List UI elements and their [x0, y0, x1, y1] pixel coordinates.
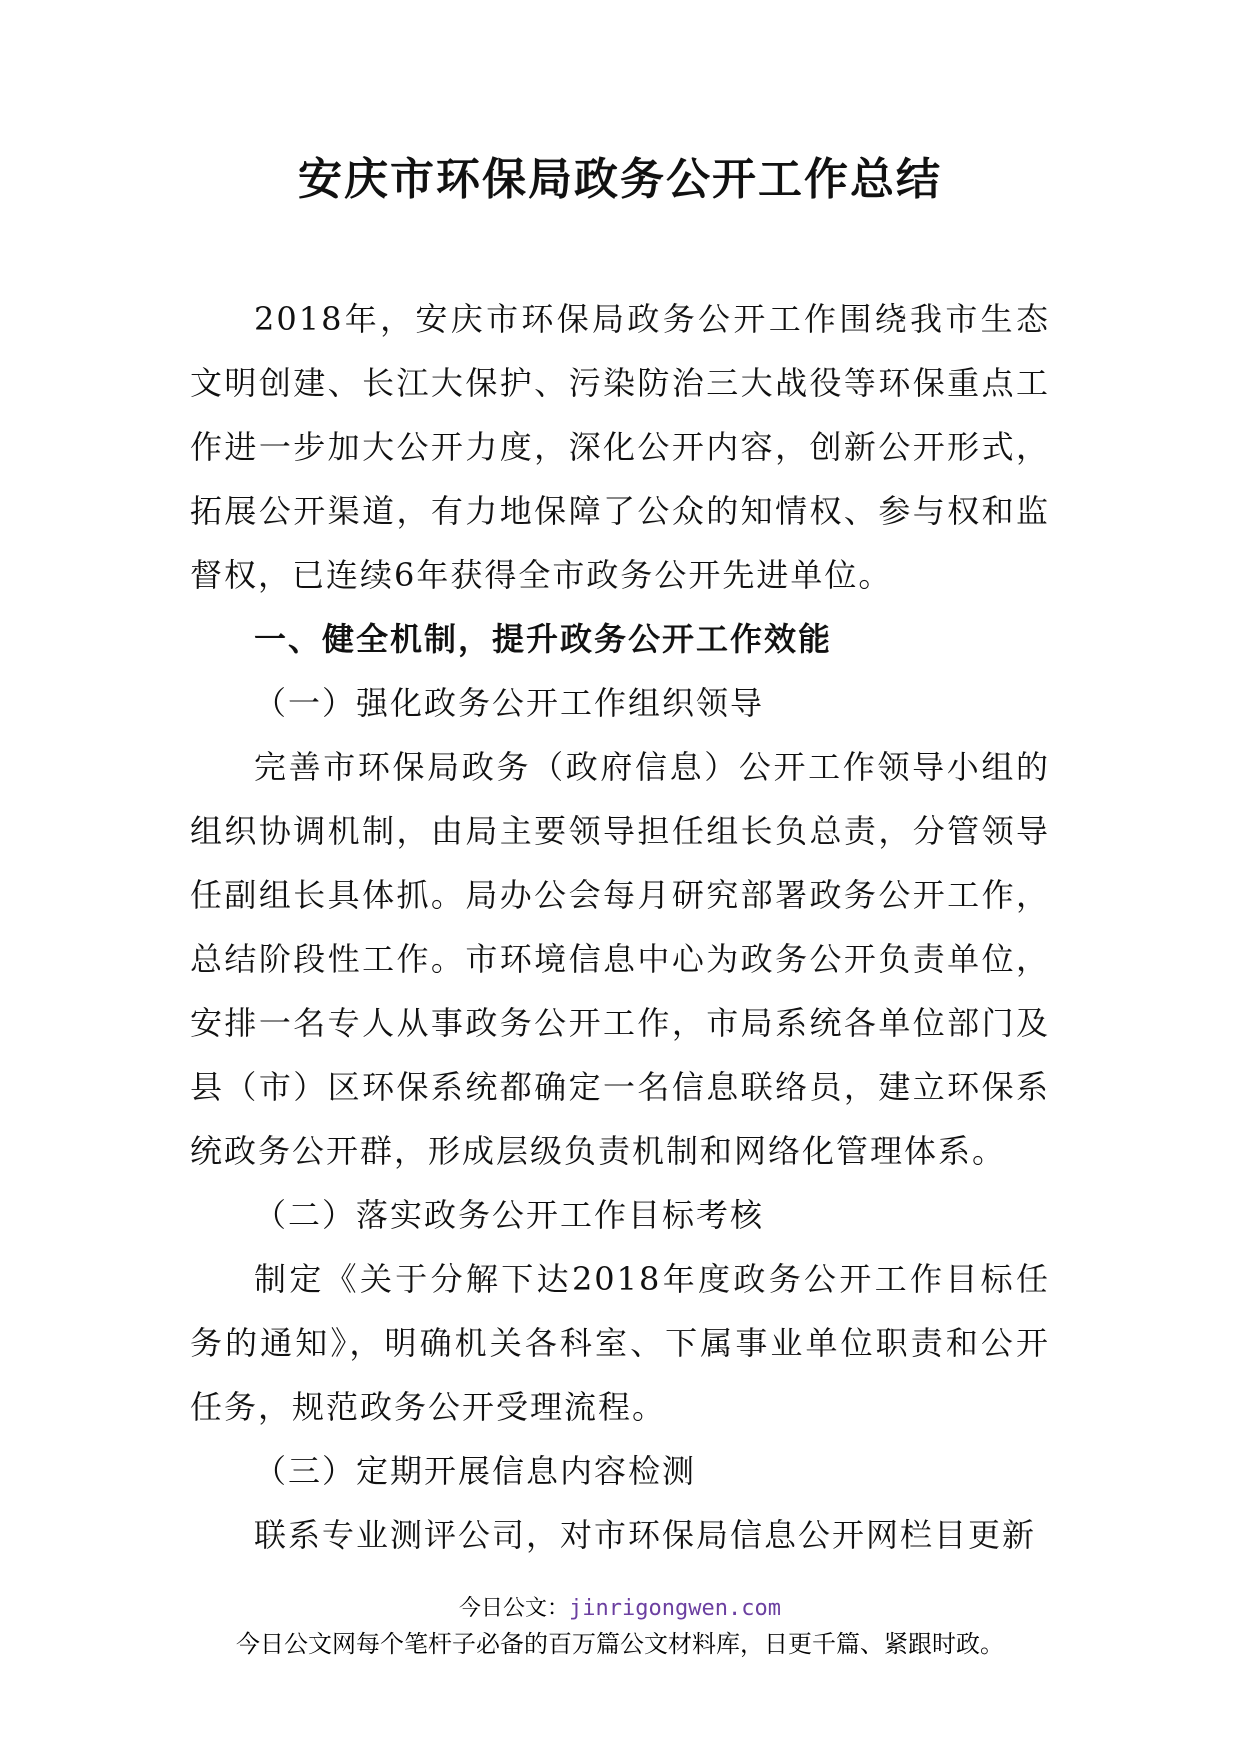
subsection-2-heading: （二）落实政务公开工作目标考核 [254, 1196, 765, 1234]
footer-source [0, 1594, 1240, 1624]
footer-url-link[interactable]: jinrigongwen.com [569, 1596, 781, 1621]
intro-paragraph: 2018年，安庆市环保局政务公开工作围绕我市生态文明创建、长江大保护、污染防治三大战役等环保重点工作进一步加大公开力度，深化公开内容，创新公开形式，拓展公开渠道，有力地保障了公众的知情权、参与权和监督权，已连续6年获得全市政务公开先进单位。 [190, 300, 1050, 594]
subsection-3-heading: （三）定期开展信息内容检测 [254, 1452, 697, 1490]
subsection-1-paragraph: 完善市环保局政务（政府信息）公开工作领导小组的组织协调机制，由局主要领导担任组长负总责，分管领导任副组长具体抓。局办公会每月研究部署政务公开工作，总结阶段性工作。市环境信息中心为政务公开负责单位，安排一名专人从事政务公开工作，市局系统各单位部门及县（市）区环保系统都确定一名信息联络员，建立环保系统政务公开群，形成层级负责机制和网络化管理体系。 [190, 748, 1050, 1170]
document-title: 安庆市环保局政务公开工作总结 [298, 154, 942, 205]
subsection-3-paragraph: 联系专业测评公司，对市环保局信息公开网栏目更新 [254, 1516, 1037, 1554]
subsection-1-heading: （一）强化政务公开工作组织领导 [254, 684, 765, 722]
footer-label: 今日公文： [459, 1596, 570, 1621]
document-body [190, 287, 1050, 1567]
subsection-2-paragraph: 制定《关于分解下达2018年度政务公开工作目标任务的通知》，明确机关各科室、下属事业单位职责和公开任务，规范政务公开受理流程。 [190, 1260, 1050, 1426]
footer-slogan: 今日公文网每个笔杆子必备的百万篇公文材料库，日更千篇、紧跟时政。 [236, 1630, 1004, 1658]
section-1-heading: 一、健全机制，提升政务公开工作效能 [254, 620, 833, 658]
